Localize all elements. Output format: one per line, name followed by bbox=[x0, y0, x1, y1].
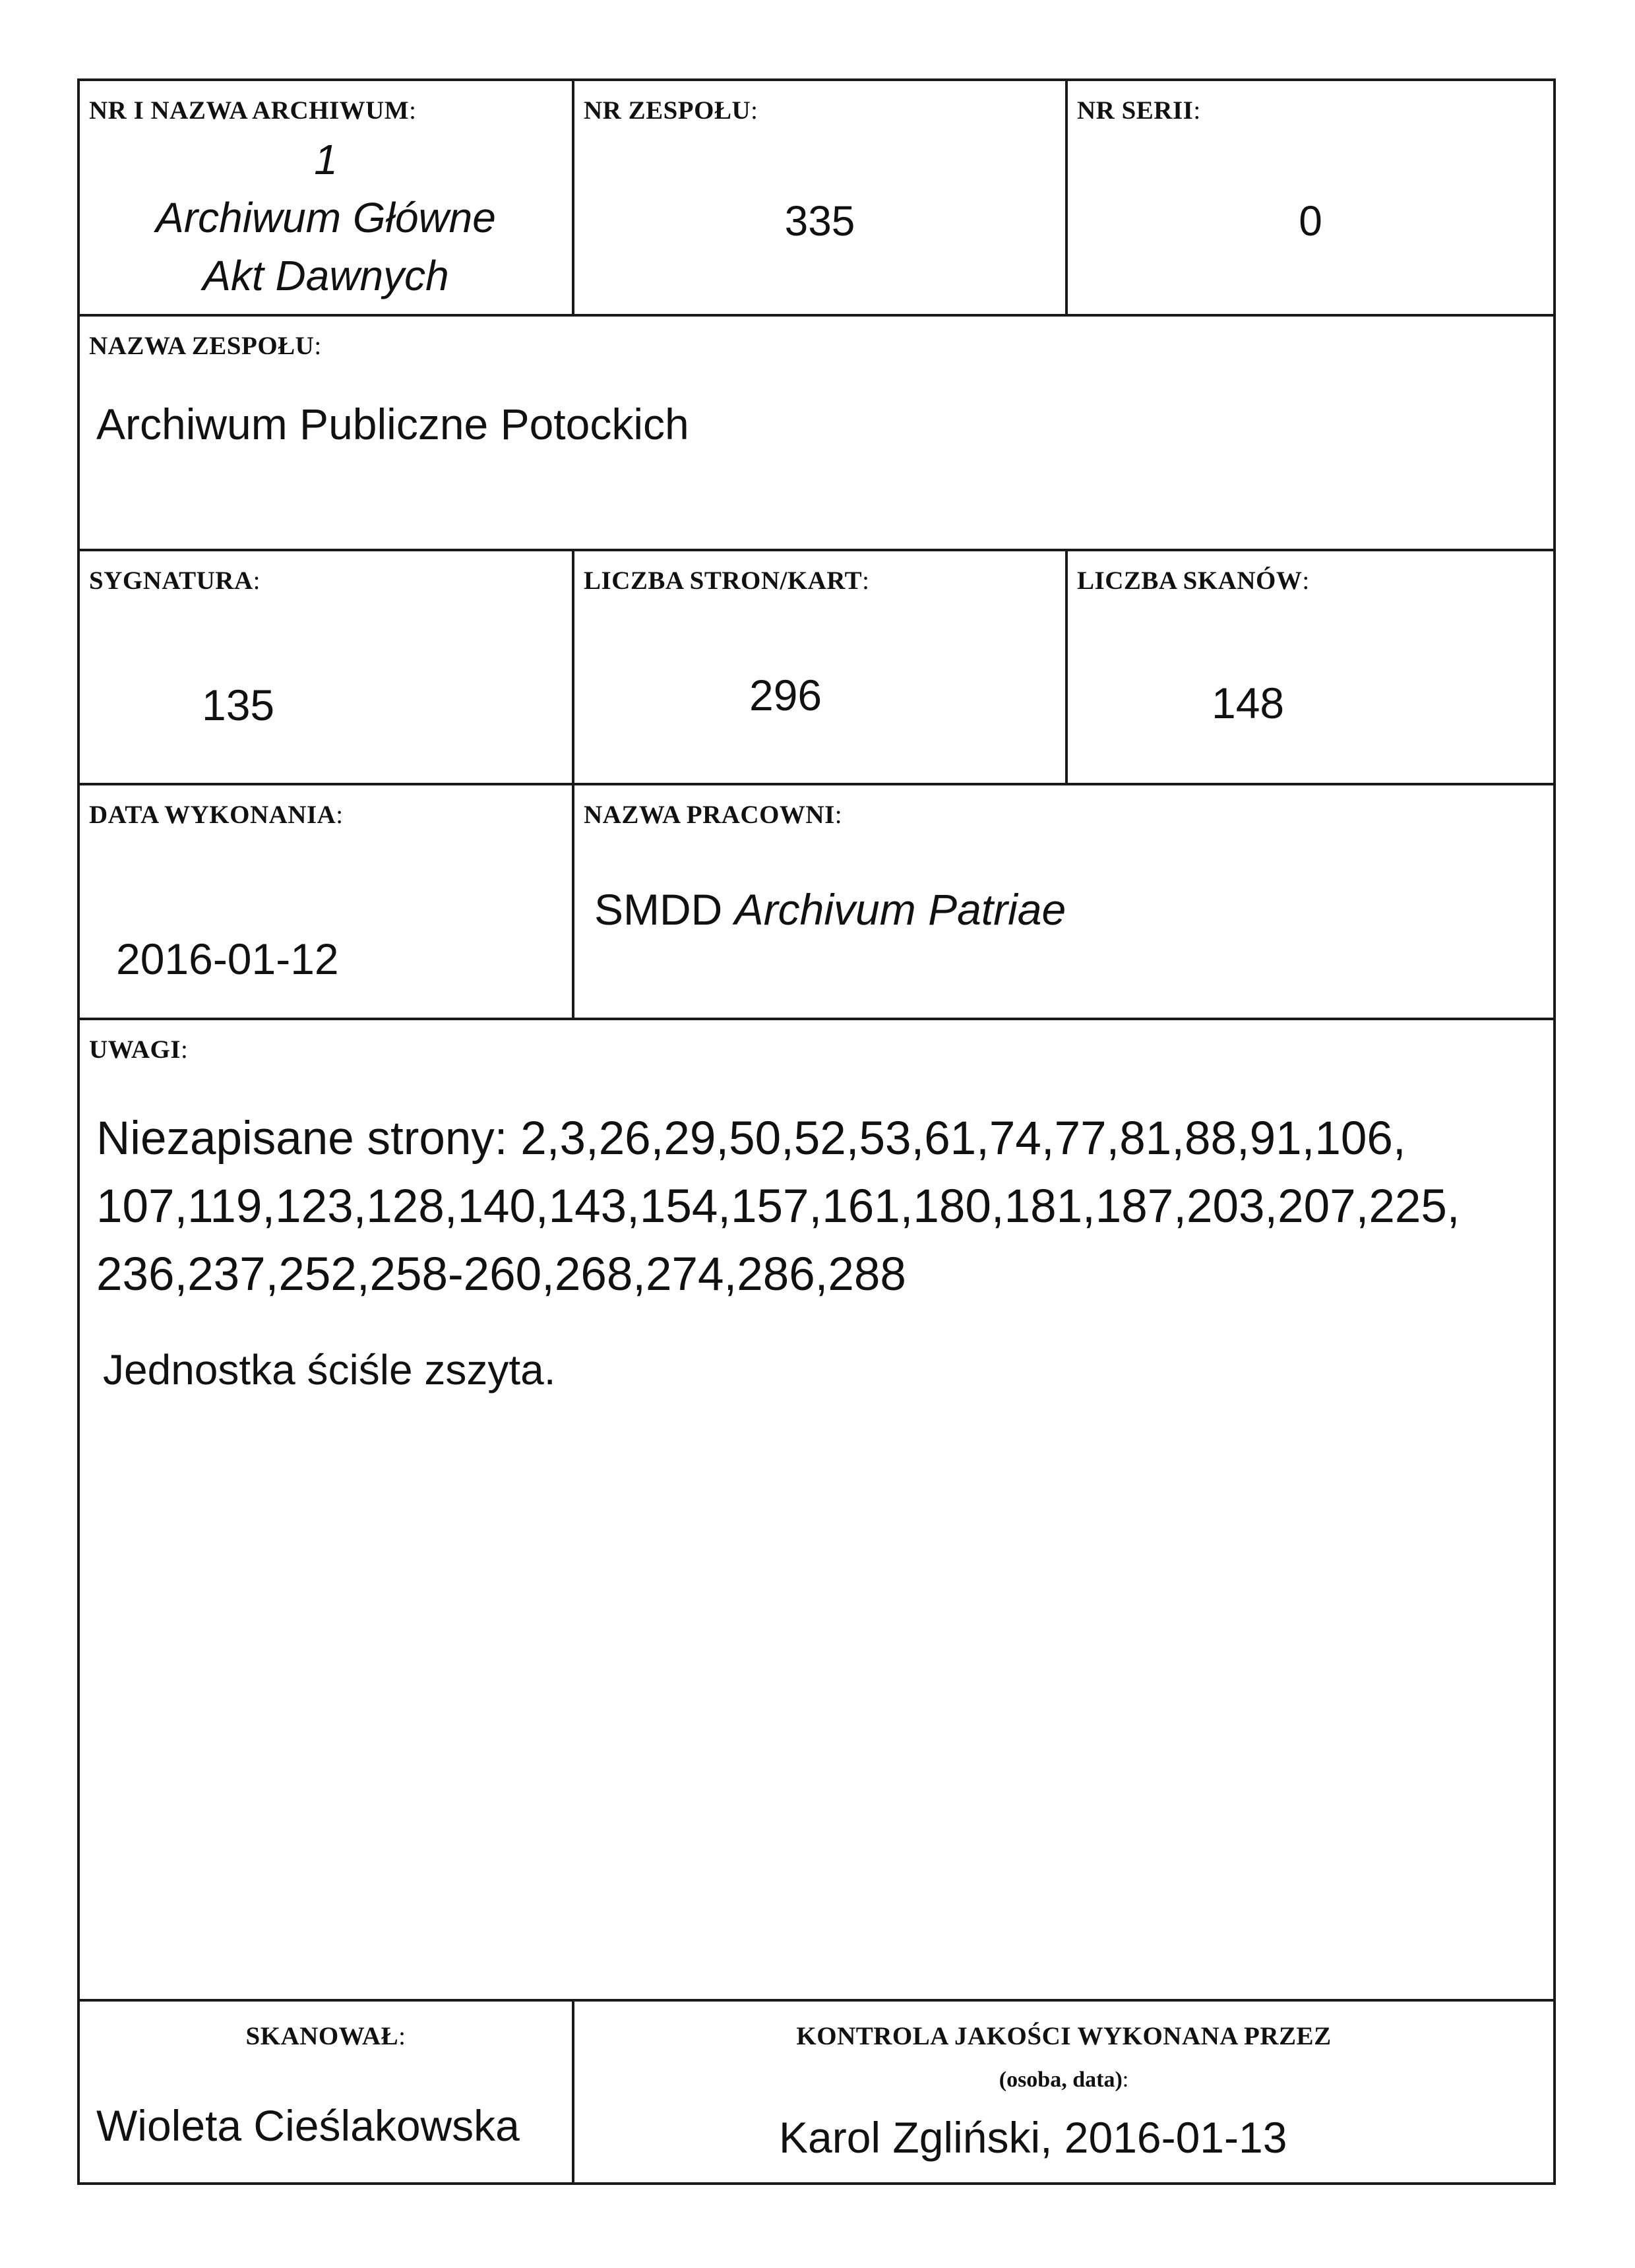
archive-name-line2: Akt Dawnych bbox=[202, 252, 449, 299]
execution-date-cell bbox=[80, 785, 574, 1020]
archive-label: NR I NAZWA ARCHIWUM: bbox=[89, 96, 417, 125]
quality-control-sublabel: (osoba, data): bbox=[999, 2068, 1129, 2092]
studio-name-value bbox=[594, 884, 1066, 935]
remarks-note: Jednostka ściśle zszyta. bbox=[103, 1346, 556, 1394]
archive-cell bbox=[80, 81, 574, 317]
fond-number-value: 335 bbox=[784, 197, 855, 245]
quality-control-label: KONTROLA JAKOŚCI WYKONANA PRZEZ bbox=[796, 2022, 1332, 2050]
quality-control-value: Karol Zgliński, 2016-01-13 bbox=[779, 2113, 1287, 2162]
studio-name-cell bbox=[574, 785, 1553, 1020]
series-number-label: NR SERII: bbox=[1077, 96, 1201, 125]
remarks-line-3: 236,237,252,258-260,268,274,286,288 bbox=[96, 1248, 906, 1301]
page-count-value: 296 bbox=[749, 671, 822, 720]
fond-number-cell bbox=[574, 81, 1068, 317]
signature-value: 135 bbox=[202, 681, 275, 729]
page-count-label: LICZBA STRON/KART: bbox=[584, 567, 870, 595]
execution-date-value: 2016-01-12 bbox=[116, 935, 339, 983]
archive-metadata-card bbox=[77, 78, 1556, 2185]
studio-prefix: SMDD bbox=[594, 885, 723, 934]
scan-count-value: 148 bbox=[1212, 679, 1285, 727]
scanned-by-label: SKANOWAŁ: bbox=[245, 2022, 406, 2050]
quality-control-cell bbox=[574, 2002, 1553, 2185]
series-number-cell bbox=[1068, 81, 1553, 317]
fond-name-label: NAZWA ZESPOŁU: bbox=[89, 332, 322, 360]
scanned-by-value: Wioleta Cieślakowska bbox=[96, 2101, 520, 2150]
studio-name-label: NAZWA PRACOWNI: bbox=[584, 801, 843, 829]
archive-number: 1 bbox=[314, 136, 338, 183]
series-number-value: 0 bbox=[1299, 197, 1322, 245]
page-count-cell bbox=[574, 551, 1068, 785]
scan-count-cell bbox=[1068, 551, 1553, 785]
remarks-cell bbox=[80, 1020, 1553, 2002]
fond-name-value: Archiwum Publiczne Potockich bbox=[96, 400, 689, 448]
signature-label: SYGNATURA: bbox=[89, 567, 261, 595]
archive-name-line1: Archiwum Główne bbox=[156, 194, 496, 241]
remarks-label: UWAGI: bbox=[89, 1035, 189, 1064]
scan-count-label: LICZBA SKANÓW: bbox=[1077, 567, 1310, 595]
fond-name-cell bbox=[80, 317, 1553, 551]
studio-italic-name: Archivum Patriae bbox=[734, 885, 1066, 934]
scanned-by-cell bbox=[80, 2002, 574, 2185]
remarks-line-2: 107,119,123,128,140,143,154,157,161,180,181,187,203,207,225, bbox=[96, 1180, 1460, 1233]
remarks-line-1: Niezapisane strony: 2,3,26,29,50,52,53,61,74,77,81,88,91,106, bbox=[96, 1113, 1406, 1165]
signature-cell bbox=[80, 551, 574, 785]
fond-number-label: NR ZESPOŁU: bbox=[584, 96, 758, 125]
execution-date-label: DATA WYKONANIA: bbox=[89, 801, 344, 829]
